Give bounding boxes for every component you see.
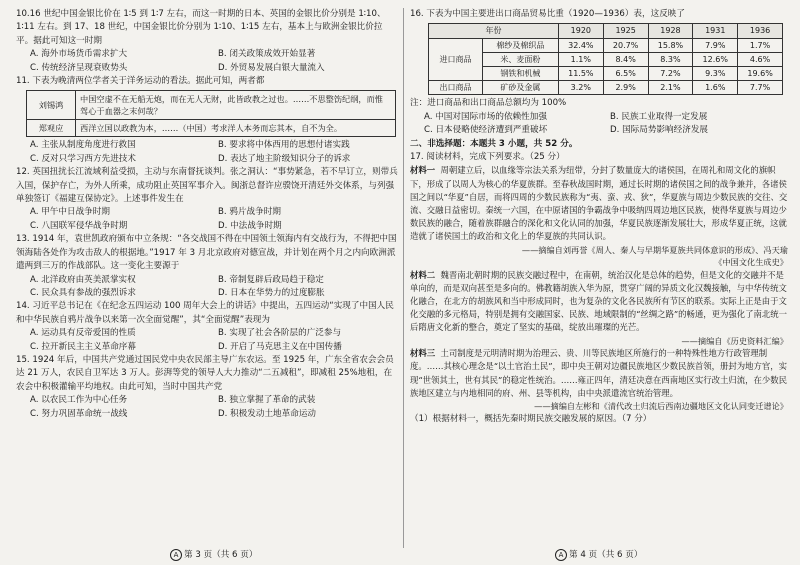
option-c: C. 拉开新民主主义革命序幕 [30, 341, 136, 352]
question-11 [16, 75, 398, 166]
question-12 [16, 166, 398, 233]
option-b: B. 民族工业取得一定发展 [610, 111, 708, 122]
header-cell: 1928 [648, 24, 693, 38]
value-cell: 8.3% [648, 52, 693, 66]
value-cell: 1.6% [693, 81, 738, 95]
option-d: D. 日本在华势力的过度膨胀 [218, 287, 325, 298]
item-cell: 米、麦面粉 [482, 52, 558, 66]
material-2-source: ——摘编自《历史资料汇编》 [681, 335, 788, 346]
material-2-label: 材料二 [410, 269, 436, 280]
option-d: D. 外贸易发展白银大量流入 [218, 62, 325, 73]
question-14-stem: 14. 习近平总书记在《在纪念五四运动 100 周年大会上的讲话》中提出，五四运动“实现了中国人民和中华民族自鸦片战争以来第一次全面觉醒”，其“全面觉醒”表现为 [16, 301, 394, 325]
option-b: B. 实现了社会各阶层的广泛参与 [218, 328, 342, 339]
value-cell: 32.4% [558, 38, 603, 52]
option-a: A. 以农民工作为中心任务 [30, 395, 128, 406]
page-number: 第 3 页（共 6 页） [184, 550, 258, 560]
question-15 [16, 354, 398, 421]
trade-table [428, 23, 783, 95]
question-12-options [16, 206, 398, 233]
value-cell: 11.5% [558, 67, 603, 81]
option-a: A. 海外市场货币需求扩大 [30, 49, 128, 60]
material-1-label: 材料一 [410, 165, 436, 176]
import-label: 进口商品 [429, 38, 483, 81]
table-row [429, 67, 783, 81]
material-2-text: 魏晋南北朝时期的民族交融过程中，在南朝，统治汉化是总体的趋势，但是文化的交融并不是单向的，而是双向甚至是多向的。佛教籍胡族入华为原，贯穿广阔的异质文化汉魏接触，与中华传统文化融合，在北方的胡族风和当中形成同时，也为复杂的文化各民族所有节区的联系。实际上正是由于文化交融的多元格局，特别是拥有交融国家、民族、地域限制的“丝绸之路”的畅通，更为强化了南北统一后隋唐文化新的整合，奠定了坚实的基础，绽放出璀璨的光芒。 [410, 269, 788, 333]
value-cell: 1.7% [738, 38, 783, 52]
sub-question-1: （1）根据材料一，概括先秦时期民族交融发展的原因。（7 分） [410, 413, 652, 424]
question-14 [16, 300, 398, 354]
table-row [27, 120, 396, 137]
header-year: 年份 [429, 24, 559, 38]
value-cell: 3.2% [558, 81, 603, 95]
item-cell: 矿砂及金属 [482, 81, 558, 95]
scholar-name: 郑观应 [27, 120, 76, 137]
value-cell: 2.1% [648, 81, 693, 95]
option-a: A. 北洋政府由英美派掌实权 [30, 274, 136, 285]
table-row [429, 52, 783, 66]
material-3-text: 土司制度是元明清时期为治理云、贵、川等民族地区所施行的一种特殊性地方行政管理制度。……其核心理念是“以土官治土民”，即中央王朝对边疆民族地区少数民族首领，册封为地方官，实现“世领其土，世有其民”的稳定性统治。……雍正四年，清廷决意在西南地区实行改土归流，在少数民族地区建立与内地相同的府、州、县等机构，由中央派遣流官统治管理。 [410, 348, 788, 398]
table-row [429, 81, 783, 95]
option-c: C. 民众具有参战的强烈诉求 [30, 287, 136, 298]
right-column [410, 8, 788, 426]
item-cell: 钢铁和机械 [482, 67, 558, 81]
question-13 [16, 233, 398, 300]
option-a: A. 主张从制度角度进行救国 [30, 140, 136, 151]
question-10-options [16, 48, 398, 75]
table-row [429, 38, 783, 52]
left-column [16, 8, 398, 421]
question-17-stem: 17. 阅读材料，完成下列要求。（25 分） [410, 152, 565, 163]
option-c: C. 传统经济呈现衰败势头 [30, 62, 128, 73]
question-16-stem: 16. 下表为中国主要进出口商品贸易比重（1920—1936）表，这反映了 [410, 9, 685, 19]
material-3-source: ——摘编自左彬和《清代改土归流后西南边疆地区文化认同变迁谱论》 [534, 401, 788, 411]
option-b: B. 闭关政策成效开始显著 [218, 49, 316, 60]
header-cell: 1936 [738, 24, 783, 38]
material-1-source: ——摘编自刘再誉《周人、秦人与早期华夏族共同体意识的形成》、冯天瑜 [521, 244, 788, 255]
question-12-stem: 12. 英国扭扰长江流域利益受损，主动与东南督抚谈判。张之洞认：“事势紧急，若不早订立，则带兵入国，保护存亡，为外人所乘，成功阻止英国军事介入。闽浙总督许应骙饶开清廷外交体系，与列强单独签订《福建互保协定》。上述事件发生在 [16, 167, 398, 205]
value-cell: 1.1% [558, 52, 603, 66]
value-cell: 19.6% [738, 67, 783, 81]
question-10 [16, 8, 398, 75]
export-label: 出口商品 [429, 81, 483, 95]
question-13-stem: 13. 1914 年，袁世凯政府颁布中立条规：“各交战国不得在中国领土领海内有交战行为，不得把中国领海陆各处作为攻击敌人的根据地。”1917 年 3 月北京政府对德宣战，并计划在两个月之内向欧洲派遣两到三万的作战部队。这一变化主要源于 [16, 234, 397, 272]
header-cell: 1931 [693, 24, 738, 38]
value-cell: 7.2% [648, 67, 693, 81]
scholar-name: 刘锡鸿 [27, 91, 76, 120]
question-11-stem: 11. 下表为晚清两位学者关于洋务运动的看法。据此可知，两者都 [16, 76, 265, 87]
question-16 [410, 8, 788, 138]
material-1-source-2: 《中国文化生成史》 [714, 257, 788, 268]
value-cell: 2.9% [603, 81, 648, 95]
value-cell: 8.4% [603, 52, 648, 66]
option-c: C. 日本侵略使经济遭到严重破坏 [424, 125, 548, 136]
value-cell: 12.6% [693, 52, 738, 66]
material-3 [410, 347, 788, 400]
option-b: B. 要求将中体西用的思想付诸实践 [218, 140, 350, 151]
option-d: D. 国际局势影响经济发展 [610, 125, 709, 136]
option-d: D. 中法战争时期 [218, 220, 282, 231]
option-a: A. 运动具有反帝爱国的性质 [30, 328, 136, 339]
scholar-view: 西洋立国以政教为本，……（中国）考求洋人本务而忘其本，自不为全。 [76, 120, 396, 137]
header-cell: 1920 [558, 24, 603, 38]
question-10-stem: 10.16 世纪中国金银比价在 1∶5 到 1∶7 左右，而这一时期的日本、英国的金银比价分别是 1∶10、1∶11 左右。到 17、18 世纪，中国金银比价分别为 1∶10、1∶15 左右，基本上与欧洲金银比价拉平。据此可知这一时期 [16, 9, 386, 46]
option-a: A. 甲午中日战争时期 [30, 207, 110, 218]
scholar-view: 中国空虚不在无船无炮，而在无人无财，此皆政教之过也。……不思整饬纪纲，而惟驾心于血器之末何哉？ [76, 91, 396, 120]
question-14-options [16, 327, 398, 354]
column-divider [403, 8, 404, 548]
page-footer-left [170, 548, 257, 561]
table-row [27, 91, 396, 120]
exam-version-mark: A [555, 549, 567, 561]
table-header-row [429, 24, 783, 38]
material-3-label: 材料三 [410, 348, 436, 359]
value-cell: 20.7% [603, 38, 648, 52]
value-cell: 7.7% [738, 81, 783, 95]
section-heading: 二、非选择题：本题共 3 小题，共 52 分。 [410, 138, 578, 149]
exam-version-mark: A [170, 549, 182, 561]
option-b: B. 独立掌握了革命的武装 [218, 395, 316, 406]
option-a: A. 中国对国际市场的依赖性加强 [424, 111, 547, 122]
page-number: 第 4 页（共 6 页） [569, 550, 643, 560]
material-2 [410, 269, 788, 335]
header-cell: 1925 [603, 24, 648, 38]
value-cell: 9.3% [693, 67, 738, 81]
value-cell: 7.9% [693, 38, 738, 52]
option-c: C. 反对只学习西方先进技术 [30, 153, 136, 164]
option-c: C. 努力巩固革命统一战线 [30, 408, 128, 419]
value-cell: 6.5% [603, 67, 648, 81]
option-b: B. 鸦片战争时期 [218, 207, 281, 218]
question-11-table [26, 90, 396, 137]
question-15-options [16, 394, 398, 421]
table-note: 注：进口商品和出口商品总额均为 100% [410, 98, 567, 109]
option-d: D. 积极发动土地革命运动 [218, 408, 317, 419]
question-15-stem: 15. 1924 年后，中国共产党通过国民党中央农民部主导广东农运。至 1925 年，广东全省农会会员达 21 万人，农民自卫军达 3 万人。彭湃等党的领导人大力推动“二五减租”，即减租 25%地租，在农会中积极灌输平均地权。由此可知，当时中国共产党 [16, 354, 394, 392]
value-cell: 15.8% [648, 38, 693, 52]
option-d: D. 开启了马克思主义在中国传播 [218, 341, 342, 352]
option-c: C. 八国联军侵华战争时期 [30, 220, 128, 231]
option-b: B. 帝制复辟后政局趋于稳定 [218, 274, 324, 285]
question-16-options [410, 111, 788, 138]
value-cell: 4.6% [738, 52, 783, 66]
item-cell: 棉纱及棉织品 [482, 38, 558, 52]
page-footer-right [555, 548, 642, 561]
question-13-options [16, 274, 398, 301]
material-1 [410, 164, 788, 243]
question-11-options [16, 139, 398, 166]
material-1-text: 周朝建立后，以血缘等宗法关系为纽带，分封了数量庞大的诸侯国，在周礼和周文化的旗帜下，形成了以周人为核心的华夏族群。至春秋战国时期，通过长时期的诸侯国之间的战争兼并，各诸侯国之间以“华夏”自居，而将四周的少数民族称为“夷、蛮、戎、狄”，华夏族与周边少数民族的交往、交流、交融日益密切。秦统一六国，在中原诸国的争霸战争中吸纳四周边地区民族，使得华夏族与周边少数民族的融合，随着族群融合的深化和文化认同的加强，华夏民族逐渐发展壮大，形成华夏正统，这就造就了诸侯国土的政治和文化上的华夏族的共同认识。 [410, 165, 788, 242]
option-d: D. 表达了地主阶级知识分子的诉求 [218, 153, 351, 164]
